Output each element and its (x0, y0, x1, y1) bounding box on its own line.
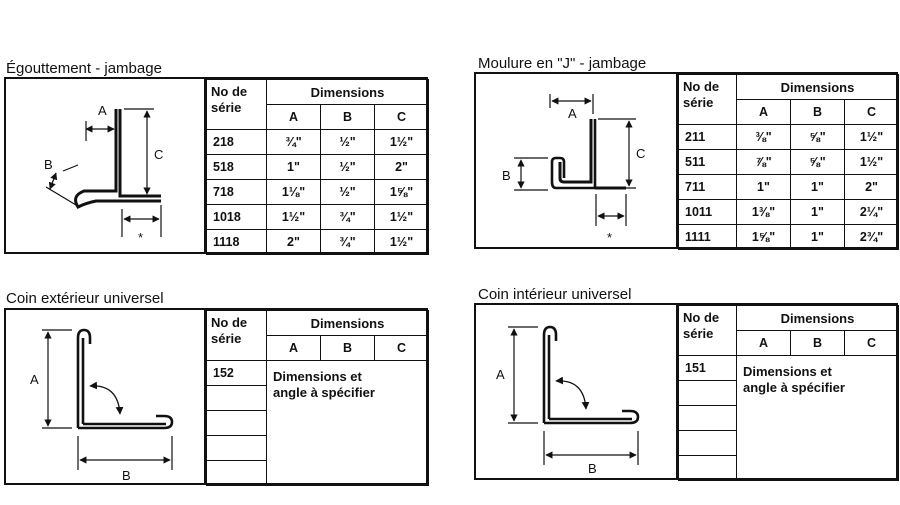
value-a: 1⅝" (737, 225, 791, 250)
panel-title-moulure-j: Moulure en "J" - jambage (478, 55, 647, 72)
serie-cell: 151 (679, 356, 737, 381)
col-header-b: B (791, 331, 845, 356)
profile-coin-interieur-svg (476, 305, 676, 478)
value-a: 1½" (267, 205, 321, 230)
col-header-b: B (321, 336, 375, 361)
value-c: 1½" (375, 130, 429, 155)
dim-label-a: A (98, 103, 107, 118)
dimensions-header: Dimensions (737, 306, 899, 331)
value-b: ¾" (321, 205, 375, 230)
panel-title-egouttement: Égouttement - jambage (6, 60, 162, 77)
dim-label-a: A (568, 106, 577, 121)
col-header-b: B (791, 100, 845, 125)
drawing-coin-exterieur (6, 310, 206, 483)
table-row (679, 225, 899, 250)
drawing-egouttement (6, 79, 206, 252)
col-header-b: B (321, 105, 375, 130)
value-a: 1" (737, 175, 791, 200)
col-header-c: C (845, 331, 899, 356)
col-header-c: C (375, 105, 429, 130)
value-a: 1⅜" (737, 200, 791, 225)
table-row (679, 356, 899, 381)
col-header-a: A (737, 331, 791, 356)
dim-label-b: B (122, 468, 131, 483)
empty-serie-cell (207, 386, 267, 411)
dimensions-header: Dimensions (737, 75, 899, 100)
value-c: 1½" (845, 125, 899, 150)
value-b: ½" (321, 155, 375, 180)
panel-moulure-j (474, 72, 898, 249)
panel-title-coin-exterieur: Coin extérieur universel (6, 290, 164, 307)
col-header-a: A (267, 105, 321, 130)
table-row (207, 130, 429, 155)
table-row (207, 155, 429, 180)
serie-cell: 718 (207, 180, 267, 205)
value-a: ¾" (267, 130, 321, 155)
dimensions-note: Dimensions et angle à spécifier (267, 361, 429, 486)
empty-serie-cell (679, 431, 737, 456)
serie-header: No de série (207, 80, 267, 130)
serie-header: No de série (679, 75, 737, 125)
value-c: 1⅝" (375, 180, 429, 205)
panel-title-coin-interieur: Coin intérieur universel (478, 286, 632, 303)
serie-cell: 1111 (679, 225, 737, 250)
value-b: 1" (791, 175, 845, 200)
dimensions-note: Dimensions et angle à spécifier (737, 356, 899, 481)
dim-label-b: B (588, 461, 597, 476)
empty-serie-cell (679, 456, 737, 481)
value-a: 2" (267, 230, 321, 255)
serie-header: No de série (207, 311, 267, 361)
value-a: 1" (267, 155, 321, 180)
col-header-a: A (267, 336, 321, 361)
spec-table-coin-exterieur (206, 310, 429, 486)
empty-serie-cell (207, 461, 267, 486)
serie-cell: 511 (679, 150, 737, 175)
table-row (207, 205, 429, 230)
serie-cell: 218 (207, 130, 267, 155)
value-c: 2" (845, 175, 899, 200)
serie-cell: 152 (207, 361, 267, 386)
value-b: ⅝" (791, 150, 845, 175)
empty-serie-cell (207, 436, 267, 461)
panel-coin-interieur (474, 303, 898, 480)
serie-cell: 211 (679, 125, 737, 150)
dim-label-star: * (607, 230, 613, 245)
value-a: ⅞" (737, 150, 791, 175)
dim-label-c: C (636, 146, 646, 161)
value-c: 1½" (375, 205, 429, 230)
serie-header: No de série (679, 306, 737, 356)
serie-cell: 711 (679, 175, 737, 200)
value-c: 1½" (375, 230, 429, 255)
dim-label-b: B (44, 157, 53, 172)
spec-table-moulure-j (678, 74, 899, 250)
serie-cell: 1118 (207, 230, 267, 255)
col-header-a: A (737, 100, 791, 125)
value-b: ¾" (321, 230, 375, 255)
profile-coin-exterieur-svg (6, 310, 204, 483)
drawing-moulure-j (476, 74, 678, 247)
col-header-c: C (845, 100, 899, 125)
value-c: 2¾" (845, 225, 899, 250)
value-a: 1⅛" (267, 180, 321, 205)
panel-egouttement (4, 77, 428, 254)
serie-cell: 1018 (207, 205, 267, 230)
profile-moulure-j-svg (476, 74, 676, 247)
value-c: 2¼" (845, 200, 899, 225)
value-b: ½" (321, 180, 375, 205)
dim-label-a: A (496, 367, 505, 382)
dim-label-b: B (502, 168, 511, 183)
table-row (207, 361, 429, 386)
panel-coin-exterieur (4, 308, 428, 485)
spec-table-egouttement (206, 79, 429, 255)
value-a: ⅜" (737, 125, 791, 150)
dim-label-c: C (154, 147, 164, 162)
drawing-coin-interieur (476, 305, 678, 478)
value-c: 2" (375, 155, 429, 180)
dim-label-star: * (138, 230, 144, 245)
table-row (679, 150, 899, 175)
empty-serie-cell (679, 381, 737, 406)
table-row (679, 175, 899, 200)
value-b: ½" (321, 130, 375, 155)
serie-cell: 518 (207, 155, 267, 180)
dimensions-header: Dimensions (267, 80, 429, 105)
value-b: 1" (791, 225, 845, 250)
col-header-c: C (375, 336, 429, 361)
table-row (207, 230, 429, 255)
table-row (679, 200, 899, 225)
serie-cell: 1011 (679, 200, 737, 225)
value-b: 1" (791, 200, 845, 225)
profile-egouttement-svg (6, 79, 204, 252)
spec-table-coin-interieur (678, 305, 899, 481)
dimensions-header: Dimensions (267, 311, 429, 336)
table-row (679, 125, 899, 150)
dim-label-a: A (30, 372, 39, 387)
value-b: ⅝" (791, 125, 845, 150)
table-row (207, 180, 429, 205)
value-c: 1½" (845, 150, 899, 175)
empty-serie-cell (679, 406, 737, 431)
empty-serie-cell (207, 411, 267, 436)
